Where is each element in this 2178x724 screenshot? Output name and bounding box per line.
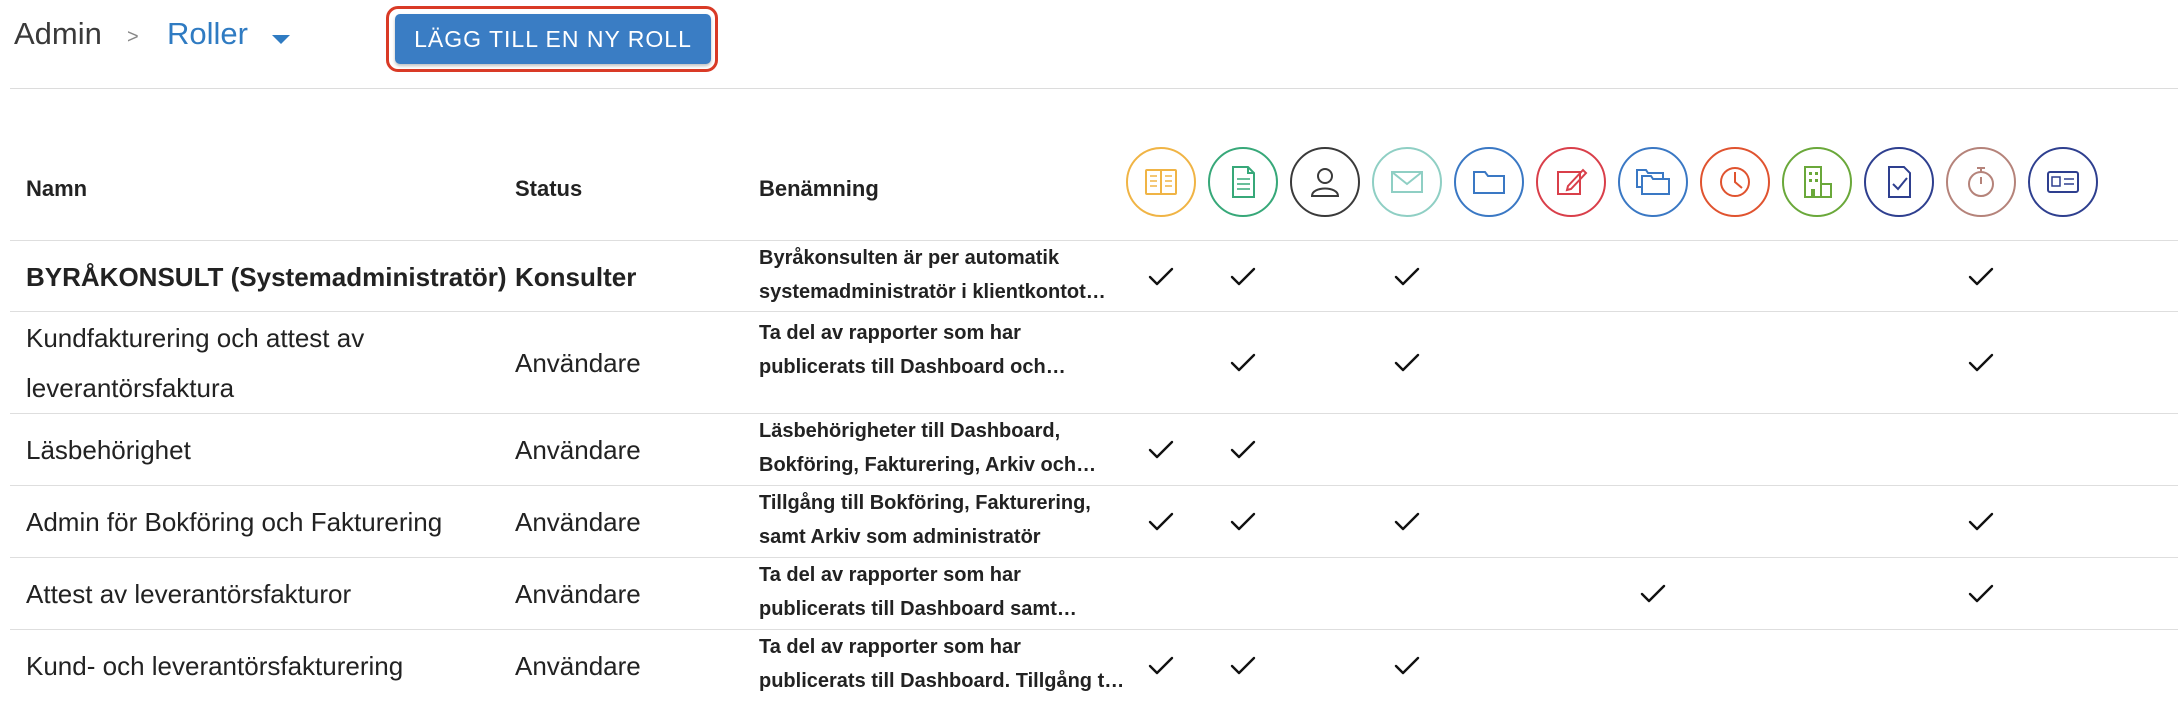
role-status: Användare [515,435,641,465]
role-description [759,486,1139,554]
table-row[interactable] [10,311,2178,414]
table-row[interactable] [10,557,2178,630]
permission-check-icon [1966,265,1996,289]
role-name-line: Läsbehörighet [26,435,191,465]
clock-icon [1700,147,1770,217]
role-name-line: Admin för Bokföring och Fakturering [26,507,443,537]
permission-check-icon [1966,351,1996,375]
role-name-line: Attest av leverantörsfakturor [26,579,352,609]
role-name-line: Kundfakturering och attest av [26,323,365,353]
role-name[interactable] [26,252,507,302]
table-row[interactable] [10,485,2178,558]
role-description-line: Ta del av rapporter som har [759,636,1021,658]
edit-icon [1536,147,1606,217]
role-description-line: samt Arkiv som administratör [759,526,1041,548]
role-name-line: Kund- och leverantörsfakturering [26,651,404,681]
permission-check-icon [1228,438,1258,462]
folder-icon [1454,147,1524,217]
table-row[interactable] [10,240,2178,312]
role-description [759,316,1139,384]
role-description-line: Läsbehörigheter till Dashboard, [759,420,1061,442]
role-name[interactable] [26,313,364,413]
role-description-line: systemadministratör i klientkontot… [759,281,1106,303]
role-description-line: Bokföring, Fakturering, Arkiv och… [759,454,1097,476]
breadcrumb-admin[interactable]: Admin [14,16,102,51]
permission-check-icon [1392,265,1422,289]
breadcrumb-separator: > [127,26,139,48]
role-description [759,630,1139,698]
role-description-line: publicerats till Dashboard samt… [759,598,1077,620]
role-description [759,558,1139,626]
role-status: Användare [515,348,641,378]
mail-icon [1372,147,1442,217]
header-divider [10,88,2178,89]
role-status: Användare [515,507,641,537]
role-description-line: Ta del av rapporter som har [759,322,1021,344]
role-status: Användare [515,579,641,609]
role-name-line: leverantörsfaktura [26,373,235,403]
role-description-line: Tillgång till Bokföring, Fakturering, [759,492,1091,514]
permission-check-icon [1228,654,1258,678]
role-description-line: publicerats till Dashboard och… [759,356,1066,378]
role-name[interactable] [26,569,351,619]
role-name[interactable] [26,641,403,691]
role-status: Användare [515,651,641,681]
role-description-line: Ta del av rapporter som har [759,564,1021,586]
role-status: Konsulter [515,262,637,292]
permission-check-icon [1146,654,1176,678]
permission-check-icon [1146,265,1176,289]
page-header [0,0,2178,90]
role-name[interactable] [26,425,191,475]
role-name[interactable] [26,497,442,547]
role-description [759,414,1139,482]
permission-check-icon [1638,582,1668,606]
stopwatch-icon [1946,147,2016,217]
document-icon [1208,147,1278,217]
column-header-status: Status [515,176,583,201]
permission-check-icon [1228,265,1258,289]
column-header-name: Namn [26,176,88,201]
building-icon [1782,147,1852,217]
user-icon [1290,147,1360,217]
permission-check-icon [1392,351,1422,375]
permission-check-icon [1228,351,1258,375]
table-row[interactable] [10,629,2178,702]
folders-icon [1618,147,1688,217]
permission-check-icon [1228,510,1258,534]
ledger-book-icon [1126,147,1196,217]
role-description [759,241,1139,309]
permission-check-icon [1146,438,1176,462]
role-description-line: publicerats till Dashboard. Tillgång t… [759,670,1125,692]
permission-check-icon [1392,510,1422,534]
caret-down-icon[interactable] [272,35,290,44]
role-name-line: BYRÅKONSULT (Systemadministratör) [26,262,507,292]
id-card-icon [2028,147,2098,217]
permission-check-icon [1966,582,1996,606]
table-row[interactable] [10,413,2178,486]
role-description-line: Byråkonsulten är per automatik [759,247,1060,269]
permission-check-icon [1146,510,1176,534]
column-header-description: Benämning [759,176,879,201]
permission-check-icon [1966,510,1996,534]
checklist-icon [1864,147,1934,217]
breadcrumb-roles-dropdown[interactable]: Roller [167,16,248,51]
permission-check-icon [1392,654,1422,678]
add-role-button[interactable]: LÄGG TILL EN NY ROLL [395,14,711,64]
